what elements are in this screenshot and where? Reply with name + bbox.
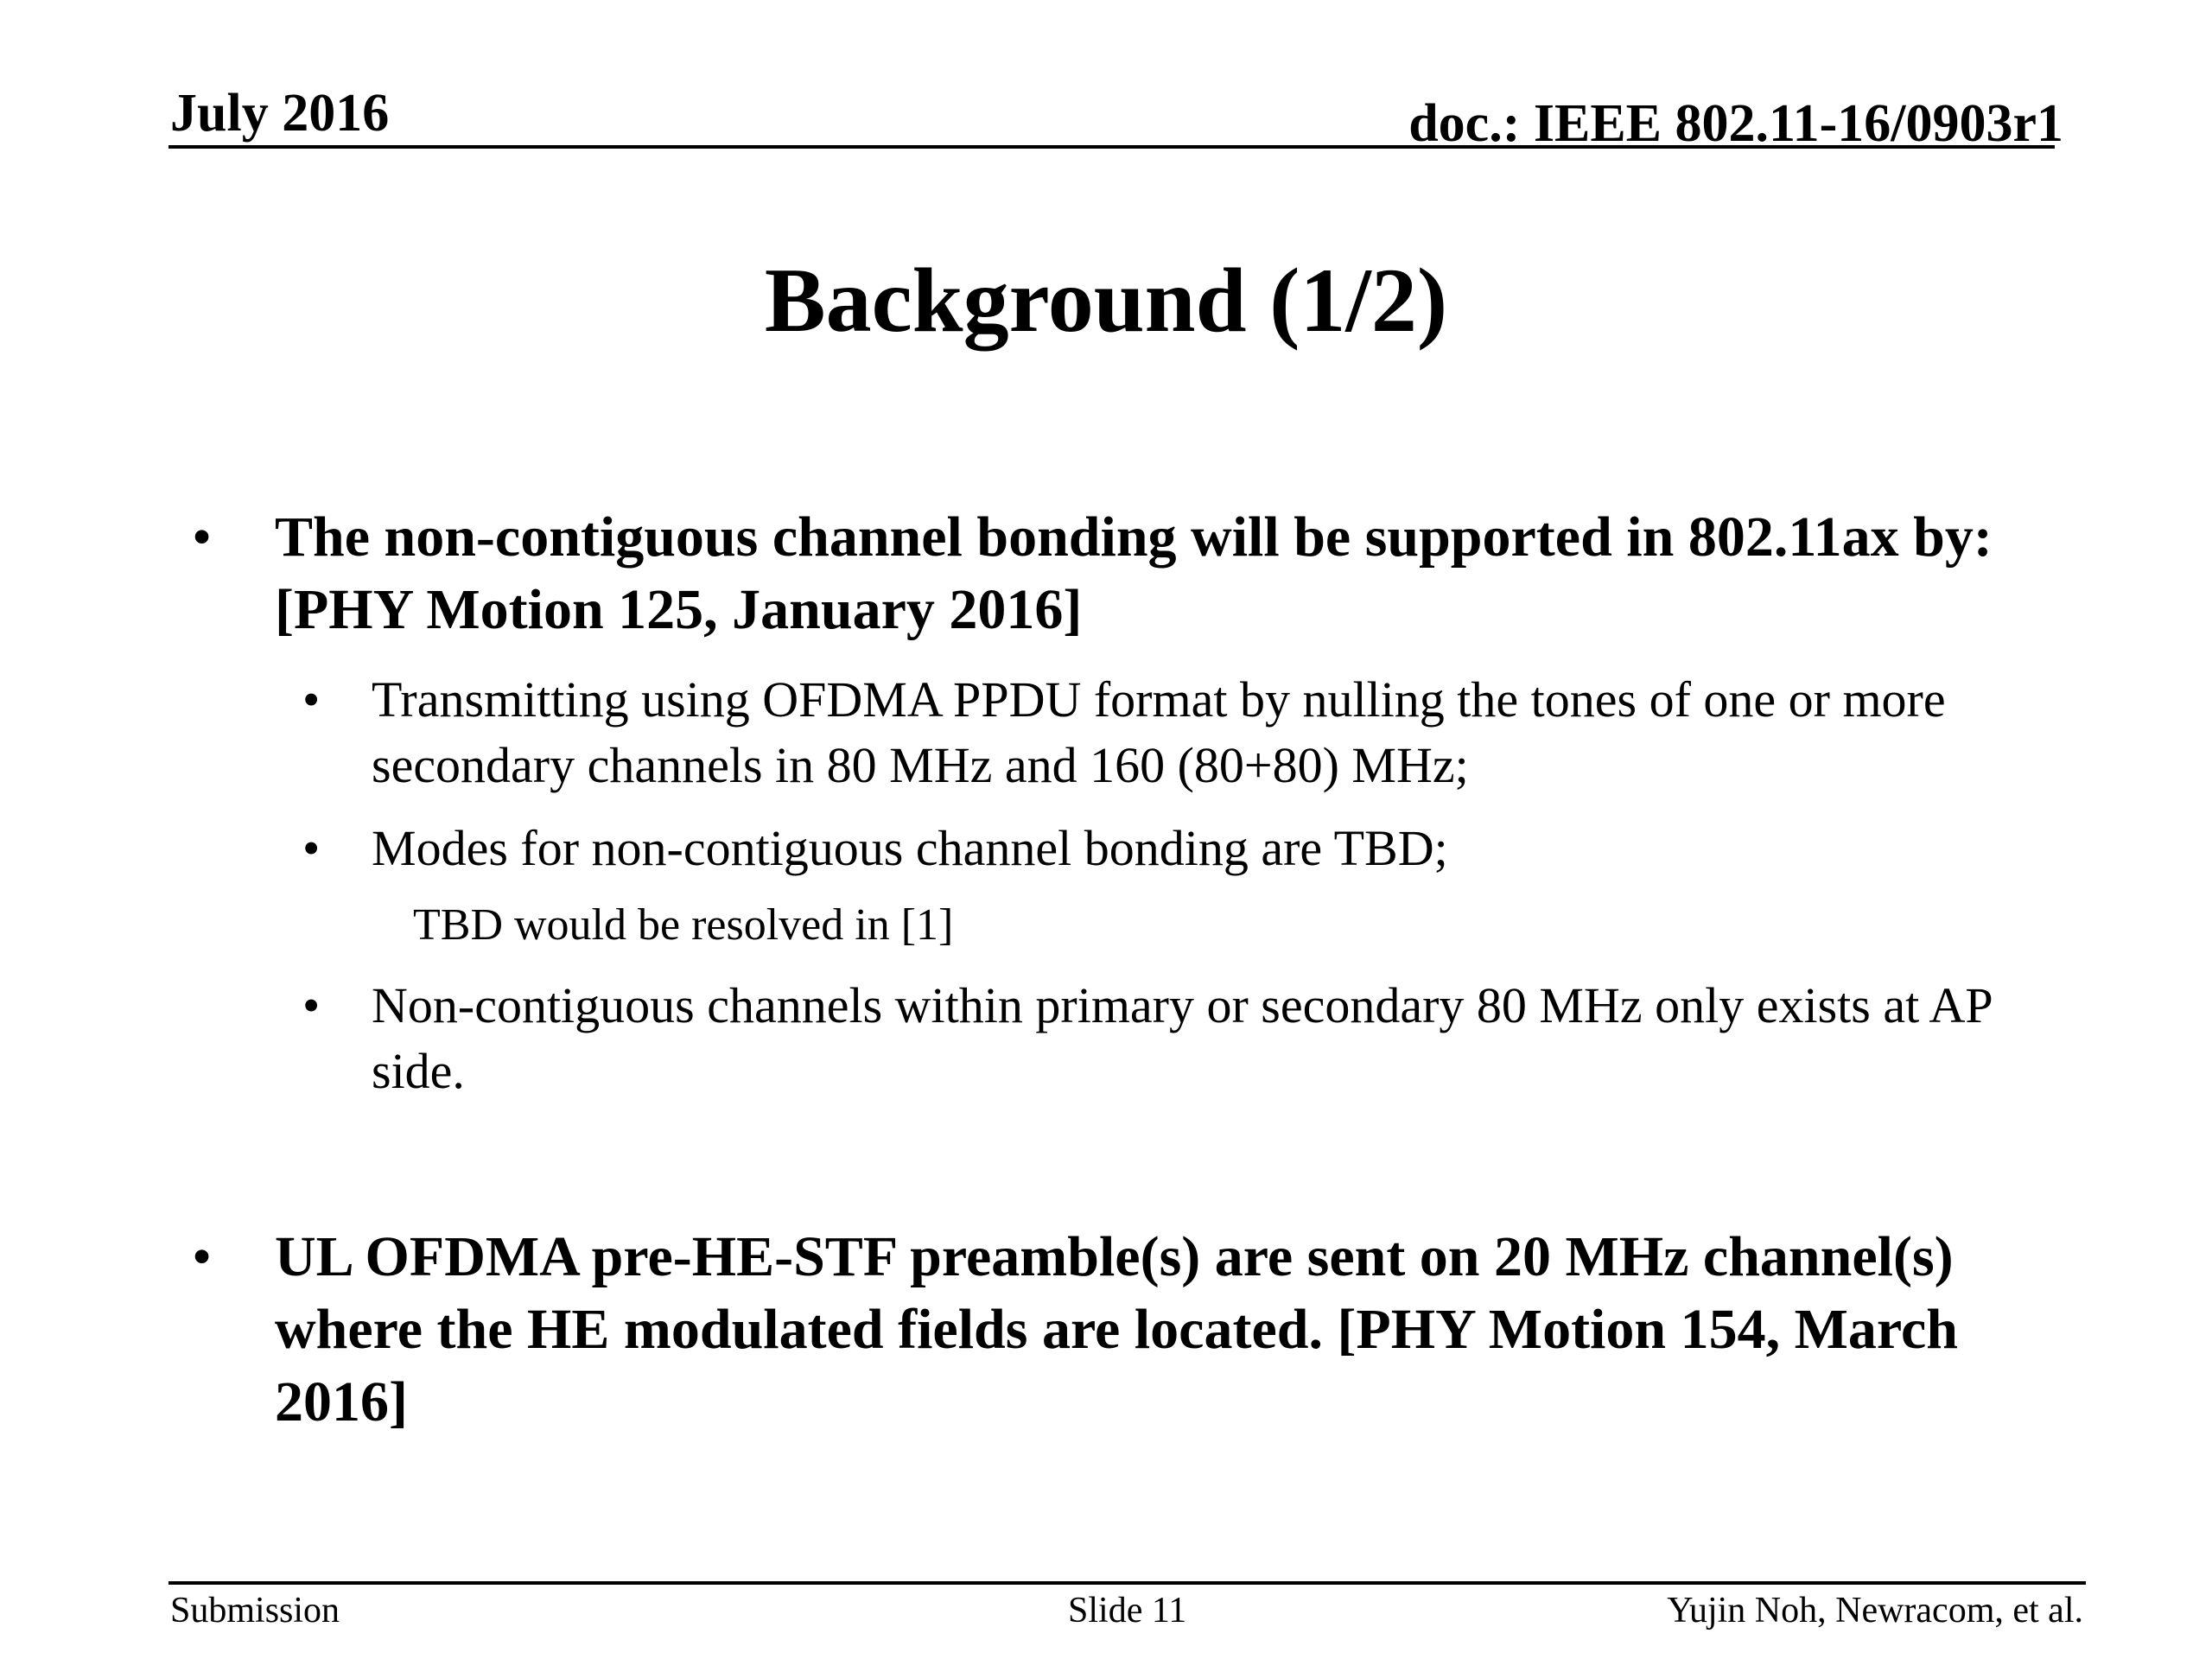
header-doc-id: doc.: IEEE 802.11-16/0903r1 bbox=[1408, 94, 2063, 153]
footer-left: Submission bbox=[170, 1591, 340, 1630]
header-date: July 2016 bbox=[170, 84, 390, 143]
sub-bullet-marker: • bbox=[302, 671, 321, 728]
sub-bullet-1-3-text: Non-contiguous channels within primary or secondary 80 MHz only exists at AP side. bbox=[372, 977, 1992, 1099]
bullet-1-text: The non-contiguous channel bonding will be supported in 802.11ax by: [PHY Motion 125, January 2016] bbox=[275, 505, 1993, 641]
footer-author: Yujin Noh, Newracom, et al. bbox=[1667, 1591, 2083, 1630]
bullet-2-text: UL OFDMA pre-HE-STF preamble(s) are sent on 20 MHz channel(s) where the HE modulated fields are located. [PHY Motion 154, March 2016] bbox=[275, 1225, 1958, 1433]
bullet-marker: • bbox=[192, 505, 213, 569]
header-rule bbox=[168, 145, 2055, 149]
footer-rule bbox=[168, 1581, 2086, 1585]
sub-bullet-marker: • bbox=[302, 820, 321, 876]
sub-note-text: TBD would be resolved in [1] bbox=[413, 900, 954, 950]
footer-slide-number: Slide 11 bbox=[1068, 1591, 1187, 1630]
sub-bullet-1-1-text: Transmitting using OFDMA PPDU format by nulling the tones of one or more secondary channels in 80 MHz and 160 (80+80) MHz; bbox=[372, 671, 1946, 793]
bullet-marker: • bbox=[192, 1225, 213, 1288]
sub-bullet-marker: • bbox=[302, 977, 321, 1033]
sub-bullet-1-2-text: Modes for non-contiguous channel bonding are TBD; bbox=[372, 820, 1448, 876]
slide-title: Background (1/2) bbox=[764, 250, 1448, 351]
